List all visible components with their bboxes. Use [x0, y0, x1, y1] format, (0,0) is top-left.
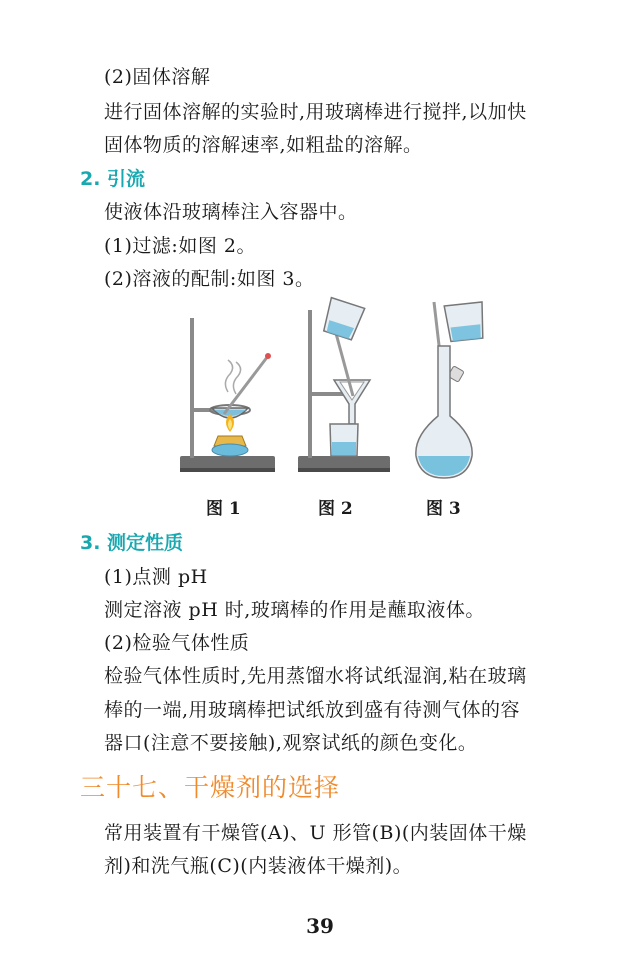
- figure-label-3: 图 3: [426, 499, 461, 519]
- list-item-filtration: (1)过滤:如图 2。: [104, 235, 256, 257]
- paragraph-line: 检验气体性质时,先用蒸馏水将试纸湿润,粘在玻璃: [104, 665, 527, 687]
- list-item-solution-preparation: (2)溶液的配制:如图 3。: [104, 268, 315, 290]
- figure-1-evaporation-apparatus: [180, 318, 275, 472]
- paragraph-line: 棒的一端,用玻璃棒把试纸放到盛有待测气体的容: [104, 699, 521, 721]
- section-title-desiccant: 三十七、干燥剂的选择: [80, 773, 341, 802]
- heading-drainage: 2. 引流: [80, 168, 146, 190]
- list-item-ph: (1)点测 pH: [104, 566, 208, 588]
- subheading-solid-dissolving: (2)固体溶解: [104, 66, 211, 88]
- list-item-gas-test: (2)检验气体性质: [104, 632, 250, 654]
- figure-label-2: 图 2: [318, 499, 353, 519]
- paragraph-line: 常用装置有干燥管(A)、U 形管(B)(内装固体干燥: [104, 822, 527, 844]
- paragraph-line: 使液体沿玻璃棒注入容器中。: [104, 201, 358, 223]
- page-number: 39: [306, 914, 334, 938]
- paragraph-line: 固体物质的溶解速率,如粗盐的溶解。: [104, 134, 423, 156]
- figure-3-volumetric-flask: [416, 302, 486, 478]
- figure-2-filtration-apparatus: [298, 298, 390, 472]
- lab-apparatus-illustration: [150, 296, 520, 492]
- heading-measure-properties: 3. 测定性质: [80, 532, 184, 554]
- figure-label-1: 图 1: [206, 499, 241, 519]
- paragraph-line: 进行固体溶解的实验时,用玻璃棒进行搅拌,以加快: [104, 101, 527, 123]
- paragraph-line: 测定溶液 pH 时,玻璃棒的作用是蘸取液体。: [104, 599, 485, 621]
- paragraph-line: 器口(注意不要接触),观察试纸的颜色变化。: [104, 732, 478, 754]
- paragraph-line: 剂)和洗气瓶(C)(内装液体干燥剂)。: [104, 855, 413, 877]
